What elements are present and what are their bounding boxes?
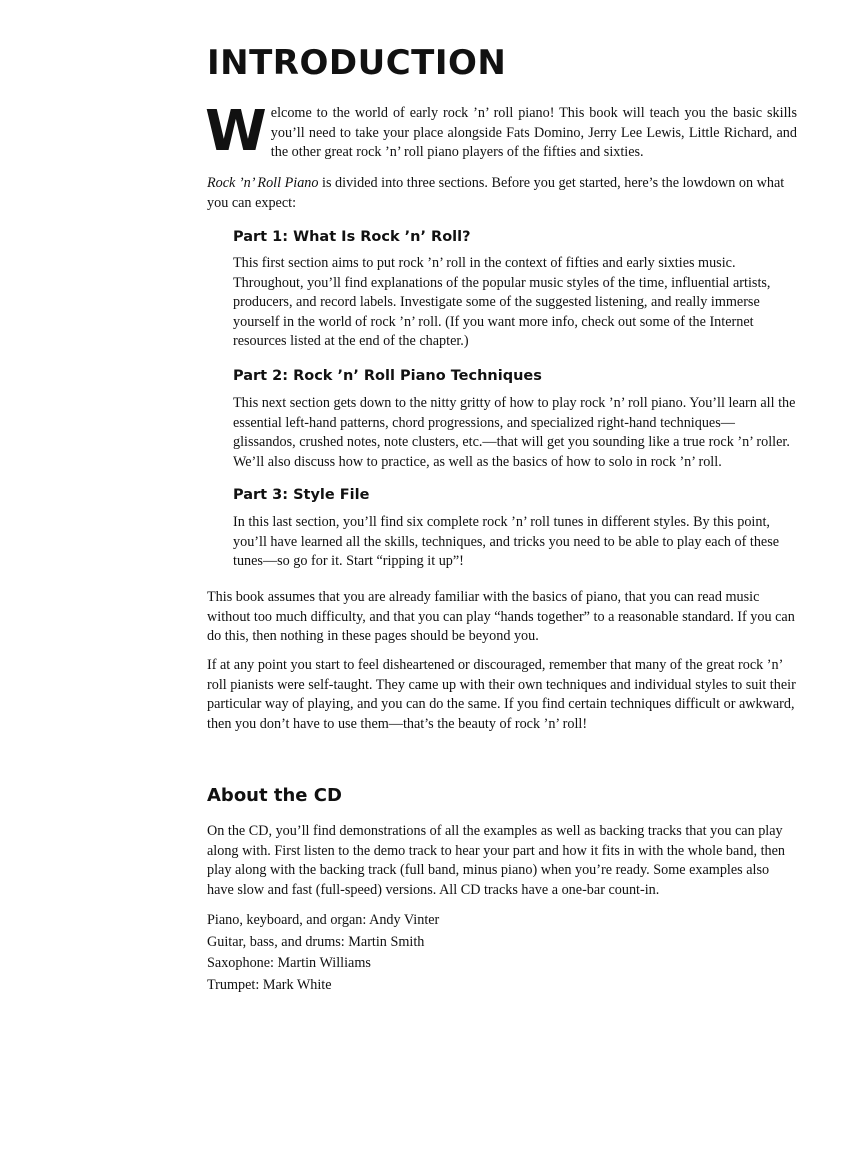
drop-cap: W xyxy=(205,99,267,164)
encouragement-paragraph: If at any point you start to feel disheartened or discouraged, remember that many of the great rock ’n’ roll pianists were self-taught. They came up with their own techniques and individual styles to suit their particular way of playing, and you can do the same. If you find certain techniques difficult or awkward, then you don’t have to use them—that’s the beauty of rock ’n’ roll! xyxy=(207,657,796,732)
part-3-heading: Part 3: Style File xyxy=(233,487,370,503)
credits-list xyxy=(207,910,797,996)
credit-line: Piano, keyboard, and organ: Andy Vinter xyxy=(207,912,440,928)
credit-line: Saxophone: Martin Williams xyxy=(207,955,371,971)
part-1-text: This first section aims to put rock ’n’ roll in the context of fifties and early sixties music. Throughout, you’ll find explanations of the popular music styles of the time, influential artists, producers, and record labels. Investigate some of the suggested listening, and really immerse yourself in the world of rock ’n’ roll. (If you want more info, check out some of the Internet resources listed at the end of the chapter.) xyxy=(233,255,771,349)
about-cd-heading: About the CD xyxy=(207,785,342,806)
intro-text: elcome to the world of early rock ’n’ roll piano! This book will teach you the basic skills you’ll need to take your place alongside Fats Domino, Jerry Lee Lewis, Little Richard, and the other great rock ’n’ roll piano players of the fifties and sixties. xyxy=(270,105,797,160)
intro-paragraph xyxy=(205,99,797,164)
credit-line: Trumpet: Mark White xyxy=(207,976,332,993)
credit-line: Guitar, bass, and drums: Martin Smith xyxy=(207,933,425,950)
page-title: INTRODUCTION xyxy=(207,43,507,83)
assumptions-paragraph: This book assumes that you are already familiar with the basics of piano, that you can read music without too much difficulty, and that you can play “hands together” to a reasonable standard. If you can do this, then nothing in these pages should be beyond you. xyxy=(207,589,795,644)
book-title: Rock ’n’ Roll Piano xyxy=(207,175,319,191)
part-2-heading: Part 2: Rock ’n’ Roll Piano Techniques xyxy=(233,368,542,384)
part-2-text: This next section gets down to the nitty gritty of how to play rock ’n’ roll piano. You’ll learn all the essential left-hand patterns, chord progressions, and specialized right-hand techniques—glissandos, crushed notes, note clusters, etc.—that will get you sounding like a true rock ’n’ roller. We’ll also discuss how to practice, as well as the basics of how to solo in rock ’n’ roll. xyxy=(233,395,796,470)
part-1-heading: Part 1: What Is Rock ’n’ Roll? xyxy=(233,229,471,245)
overview-paragraph xyxy=(207,174,797,213)
part-3-text: In this last section, you’ll find six complete rock ’n’ roll tunes in different styles. By this point, you’ll have learned all the skills, techniques, and tricks you need to be able to play each of these tunes—so go for it. Start “ripping it up”! xyxy=(233,514,780,569)
overview-text: is divided into three sections. Before you get started, here’s the lowdown on what you can expect: xyxy=(207,175,785,211)
about-cd-paragraph: On the CD, you’ll find demonstrations of all the examples as well as backing tracks that you can play along with. First listen to the demo track to hear your part and how it fits in with the whole band, then play along with the backing track (full band, minus piano) when you’re ready. Some examples also have slow and fast (full-speed) versions. All CD tracks have a one-bar count-in. xyxy=(207,823,786,898)
